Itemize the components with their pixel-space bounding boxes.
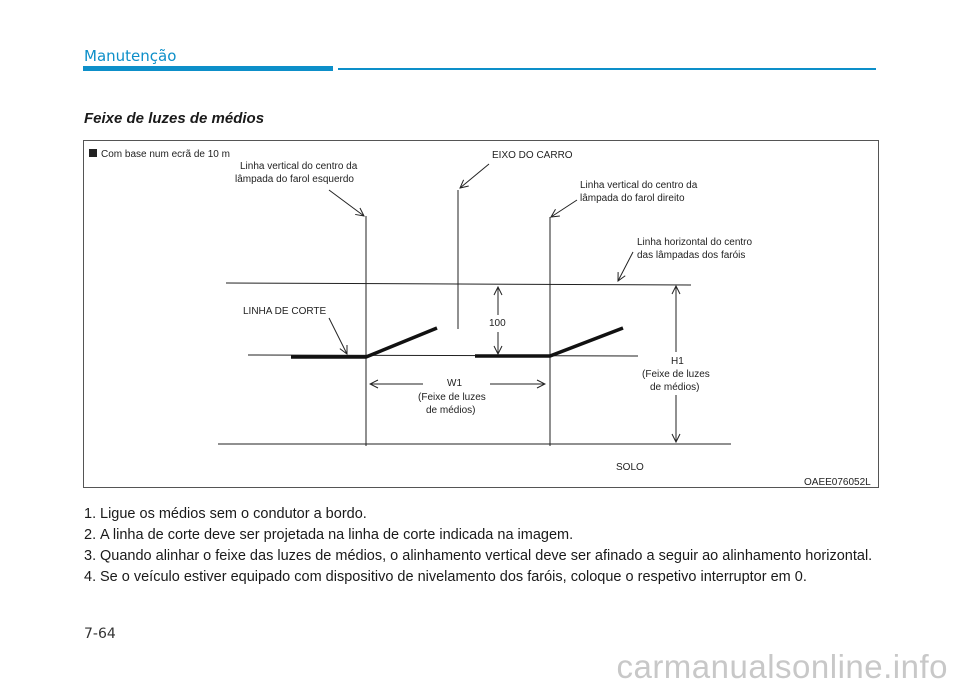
w1-desc-line2: de médios)	[426, 405, 476, 416]
step-number: 4.	[84, 569, 97, 585]
watermark: carmanualsonline.info	[616, 648, 948, 685]
horizontal-line-label-line2: das lâmpadas dos faróis	[637, 250, 746, 261]
step-number: 1.	[84, 506, 97, 522]
left-lamp-label-line1: Linha vertical do centro da	[240, 161, 358, 172]
horizontal-line-leader	[618, 252, 633, 281]
page-number: 7-64	[84, 626, 116, 642]
headlight-aiming-diagram	[83, 140, 879, 488]
chapter-title: Manutenção	[84, 47, 177, 65]
car-axis-leader	[460, 164, 489, 188]
instruction-step-2	[84, 526, 880, 545]
w1-desc-line1: (Feixe de luzes	[418, 392, 486, 403]
left-lamp-leader	[329, 190, 364, 216]
left-lamp-label-line2: lâmpada do farol esquerdo	[235, 174, 354, 185]
ground-label: SOLO	[616, 462, 644, 473]
header-rule-thin	[338, 68, 876, 70]
figure-frame	[84, 141, 879, 488]
right-lamp-leader	[551, 200, 577, 217]
h1-desc-line1: (Feixe de luzes	[642, 369, 710, 380]
header-rule-thick	[83, 66, 333, 71]
car-axis-label: EIXO DO CARRO	[492, 150, 573, 161]
instruction-list	[84, 505, 880, 589]
instruction-step-1	[84, 505, 880, 524]
section-title: Feixe de luzes de médios	[84, 110, 265, 127]
step-number: 2.	[84, 527, 97, 543]
step-text: Se o veículo estiver equipado com dispositivo de nivelamento dos faróis, coloque o respetivo interruptor em 0.	[100, 569, 807, 585]
cutoff-line-label: LINHA DE CORTE	[243, 306, 327, 317]
diagram-svg	[83, 140, 879, 488]
right-beam-cutoff	[475, 328, 623, 356]
left-beam-cutoff	[291, 328, 437, 357]
instruction-step-4	[84, 568, 880, 587]
right-lamp-label-line1: Linha vertical do centro da	[580, 180, 698, 191]
horizontal-line-label-line1: Linha horizontal do centro	[637, 237, 753, 248]
h1-desc-line2: de médios)	[650, 382, 700, 393]
step-text: Quando alinhar o feixe das luzes de médios, o alinhamento vertical deve ser afinado a seguir ao alinhamento horizontal.	[100, 548, 873, 564]
step-text: A linha de corte deve ser projetada na linha de corte indicada na imagem.	[100, 527, 574, 543]
right-lamp-label-line2: lâmpada do farol direito	[580, 193, 685, 204]
base-note: Com base num ecrã de 10 m	[101, 149, 230, 160]
cutoff-leader	[329, 318, 347, 354]
w1-label: W1	[447, 378, 462, 389]
dimension-100: 100	[489, 318, 506, 329]
square-bullet-icon	[89, 149, 97, 157]
instruction-step-3	[84, 547, 880, 566]
step-number: 3.	[84, 548, 97, 564]
figure-code: OAEE076052L	[804, 477, 871, 488]
h1-label: H1	[671, 356, 684, 367]
step-text: Ligue os médios sem o condutor a bordo.	[100, 506, 367, 522]
